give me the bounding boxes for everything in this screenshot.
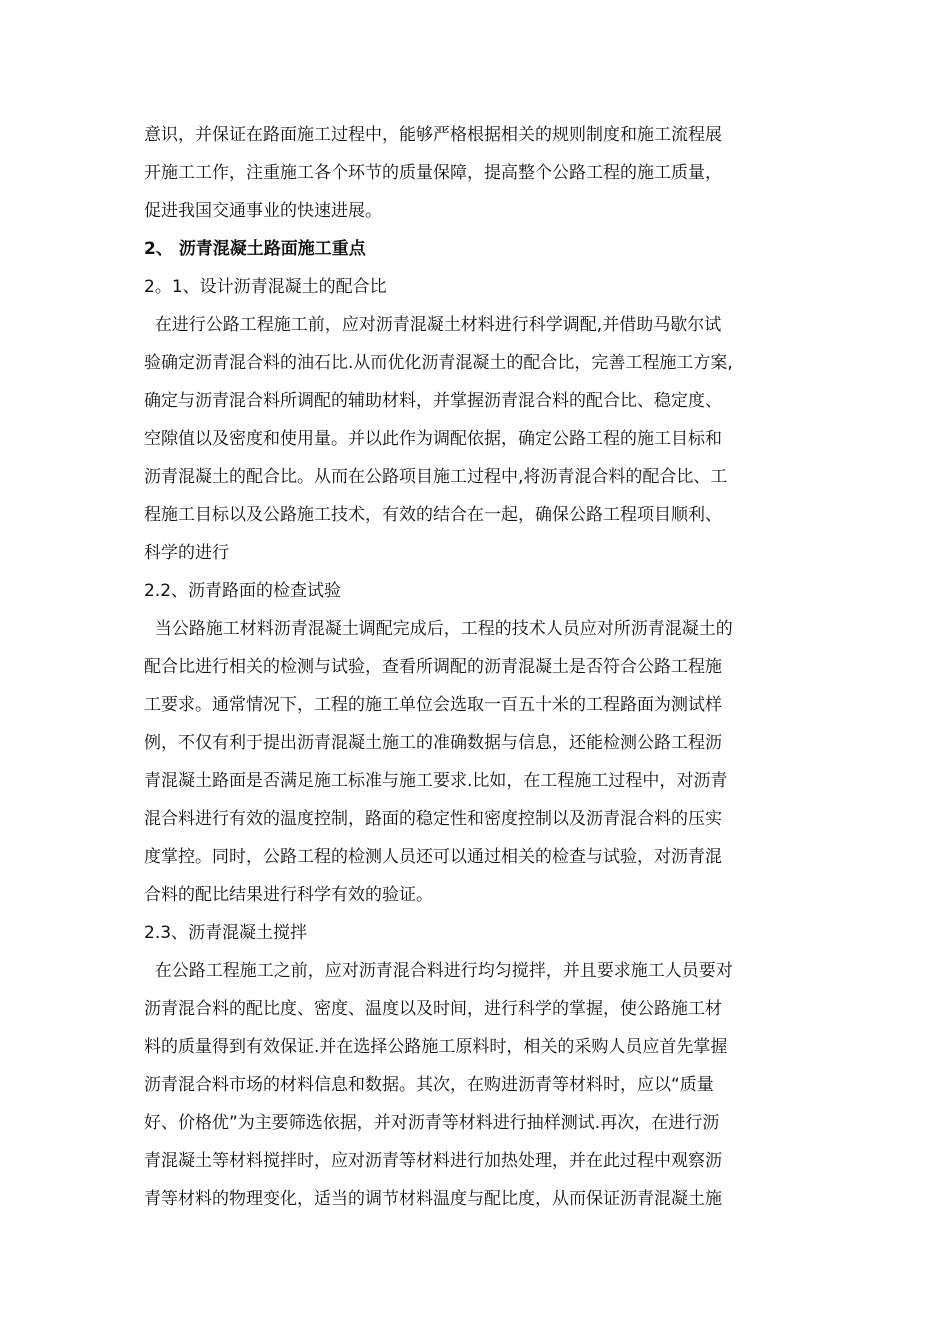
body-line: 混合料进行有效的温度控制，路面的稳定性和密度控制以及沥青混合料的压实 xyxy=(144,809,722,829)
body-line: 沥青混合料市场的材料信息和数据。其次，在购进沥青等材料时，应以“质量 xyxy=(144,1075,714,1095)
body-line: 例，不仅有利于提出沥青混凝土施工的准确数据与信息，还能检测公路工程沥 xyxy=(144,733,722,753)
body-line: 意识，并保证在路面施工过程中，能够严格根据相关的规则制度和施工流程展 xyxy=(144,125,722,145)
body-line: 在进行公路工程施工前，应对沥青混凝土材料进行科学调配,并借助马歇尔试 xyxy=(144,315,722,335)
body-line: 料的质量得到有效保证.并在选择公路施工原料时，相关的采购人员应首先掌握 xyxy=(144,1037,728,1057)
body-line: 空隙值以及密度和使用量。并以此作为调配依据，确定公路工程的施工目标和 xyxy=(144,429,722,449)
body-line: 青混凝土等材料搅拌时，应对沥青等材料进行加热处理，并在此过程中观察沥 xyxy=(144,1151,722,1171)
subsection-heading: 2.2、沥青路面的检查试验 xyxy=(144,581,342,601)
body-line: 验确定沥青混合料的油石比.从而优化沥青混凝土的配合比，完善工程施工方案, xyxy=(144,353,733,373)
body-line: 程施工目标以及公路施工技术，有效的结合在一起，确保公路工程项目顺利、 xyxy=(144,505,722,525)
section-heading: 2、 沥青混凝土路面施工重点 xyxy=(144,239,366,259)
body-line: 当公路施工材料沥青混凝土调配完成后，工程的技术人员应对所沥青混凝土的 xyxy=(144,619,733,639)
body-line: 青混凝土路面是否满足施工标准与施工要求.比如，在工程施工过程中，对沥青 xyxy=(144,771,728,791)
body-line: 度掌控。同时，公路工程的检测人员还可以通过相关的检查与试验，对沥青混 xyxy=(144,847,722,867)
body-line: 确定与沥青混合料所调配的辅助材料，并掌握沥青混合料的配合比、稳定度、 xyxy=(144,391,722,411)
body-line: 工要求。通常情况下，工程的施工单位会选取一百五十米的工程路面为测试样 xyxy=(144,695,722,715)
body-line: 开施工工作，注重施工各个环节的质量保障，提高整个公路工程的施工质量， xyxy=(144,163,722,183)
body-line: 沥青混凝土的配合比。从而在公路项目施工过程中,将沥青混合料的配合比、工 xyxy=(144,467,728,487)
body-line: 好、价格优”为主要筛选依据，并对沥青等材料进行抽样测试.再次，在进行沥 xyxy=(144,1113,720,1133)
body-line: 科学的进行 xyxy=(144,543,229,563)
body-line: 沥青混合料的配比度、密度、温度以及时间，进行科学的掌握，使公路施工材 xyxy=(144,999,722,1019)
body-line: 在公路工程施工之前，应对沥青混合料进行均匀搅拌，并且要求施工人员要对 xyxy=(144,961,733,981)
subsection-heading: 2.3、沥青混凝土搅拌 xyxy=(144,923,308,943)
subsection-heading: 2。1、设计沥青混凝土的配合比 xyxy=(144,277,387,297)
body-line: 配合比进行相关的检测与试验，查看所调配的沥青混凝土是否符合公路工程施 xyxy=(144,657,722,677)
body-line: 合料的配比结果进行科学有效的验证。 xyxy=(144,885,433,905)
body-line: 青等材料的物理变化，适当的调节材料温度与配比度，从而保证沥青混凝土施 xyxy=(144,1189,722,1209)
body-line: 促进我国交通事业的快速进展。 xyxy=(144,201,382,221)
document-body xyxy=(144,116,814,1218)
